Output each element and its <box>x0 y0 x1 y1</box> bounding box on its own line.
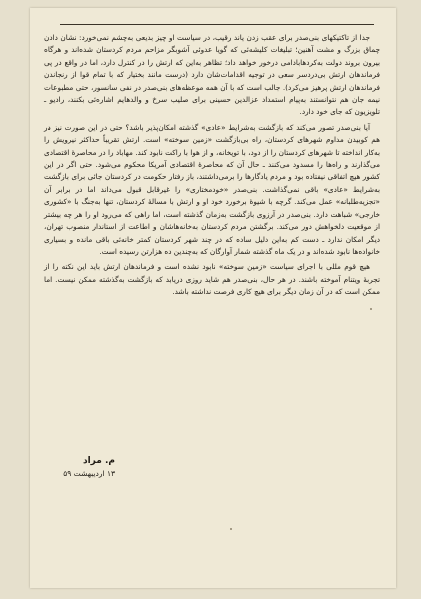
article-paragraph: آیا بنی‌صدر تصور می‌کند که بازگشت به‌شرایط «عادی» گذشته امکان‌پذیر باشد؟ حتی در این صورت نیز در هم کوبیدن مداوم شهرهای کردستان، راه بی‌بازگشت «زمین سوخته» است. ارتش تقریباً حداکثر نیرویش را به‌کار انداخته تا شهرهای کردستان را از دود، با توپخانه، و از هوا با راکت نابود کند. مهاباد را در محاصرهٔ اقتصادی می‌گذارند و راه‌ها را مسدود می‌کنند ـ حال آن که محاصرهٔ اقتصادی آمریکا محکوم می‌شود. حتی اگر در این کشور هیچ اتفاقی نیفتاده بود و مردم یادگارها را برمی‌داشتند، باز رفتار حکومت در کردستان جائی برای بازگشت به‌شرایط «عادی» باقی نمی‌گذاشت. بنی‌صدر «خودمختاری» را غیرقابل قبول می‌داند اما در برابر آن «تجزیه‌طلبانه» عمل می‌کند. گرچه با شیوهٔ برخورد خود او و ارتش با مسالهٔ کردستان، تنها به‌جنگ با «کشوری خارجی» شباهت دارد. بنی‌صدر در آرزوی بازگشت به‌زمان گذشته است، اما راهی که می‌رود او را هر چه بیشتر از موقعیت دلخواهش دور می‌کند. برگشتن مردم کردستان به‌خانه‌هاشان و اطاعت از استاندار منصوب تهران، دیگر امکان ندارد ـ دست کم به‌این دلیل ساده که در چند شهر کردستان کمتر خانه‌ئی باقی مانده و بسیاری خانواده‌ها نابود شده‌اند و در یک ماه گذشته شمار آوارگان که به‌چندین ده هزارتن رسیده است. <box>44 122 380 256</box>
top-rule-line <box>60 24 374 25</box>
author-name: م. مراد <box>82 456 115 466</box>
signature-block <box>63 454 115 480</box>
article-paragraph: هیچ قوم مللی با اجرای سیاست «زمین سوخته» نابود نشده است و فرماندهان ارتش باید این نکته را از تجربهٔ ویتنام آموخته باشند. در هر حال، بنی‌صدر هم شاید روزی دریابد که بازگشت به‌گذشته ممکن نیست. اما ممکن است که در آن زمان دیگر برای هیچ کاری فرصت نداشته باشد. <box>44 262 380 297</box>
article-paragraph: جدا از تاکتیکهای بنی‌صدر برای عقب زدن یاند رقیب، در سیاست او چیز بدیعی به‌چشم نمی‌خورد: نشان دادن چماق بزرگ و مشت آهنین؛ تبلیغات کلیشه‌ئی که گویا عدوئی آشوبگر مزاحم مردم کردستان شده‌اند و هرگاه بیرون بروند دولت به‌کردها‌بادامی درخور خواهد داد؛ تظاهر به‌این که ارتش را در کنترل دارد، اما در واقع در پی فرماندهان ارتش بی‌دردسر سعی در توجیه اقدامات‌شان دارد (درست مانند بختیار که با تمام قوا از رنجاندن فرماندهان ارتش پرهیز می‌کرد). جالب است که با آن همه موعظه‌های بنی‌صدر در نفی سانسور، حتی مطبوعات نیمه جان هم نتوانستند به‌پیام استمداد عزالدین حسینی برای صلیب سرخ و والدهایم اشاره‌ئی بکنند، رادیو ـ تلویزیون که جای خود دارد. <box>44 33 380 117</box>
article-body <box>44 32 380 302</box>
paper-speck <box>370 308 372 310</box>
paper-speck <box>230 528 232 530</box>
publication-date: ۱۳ اردیبهشت ۵۹ <box>63 469 115 478</box>
